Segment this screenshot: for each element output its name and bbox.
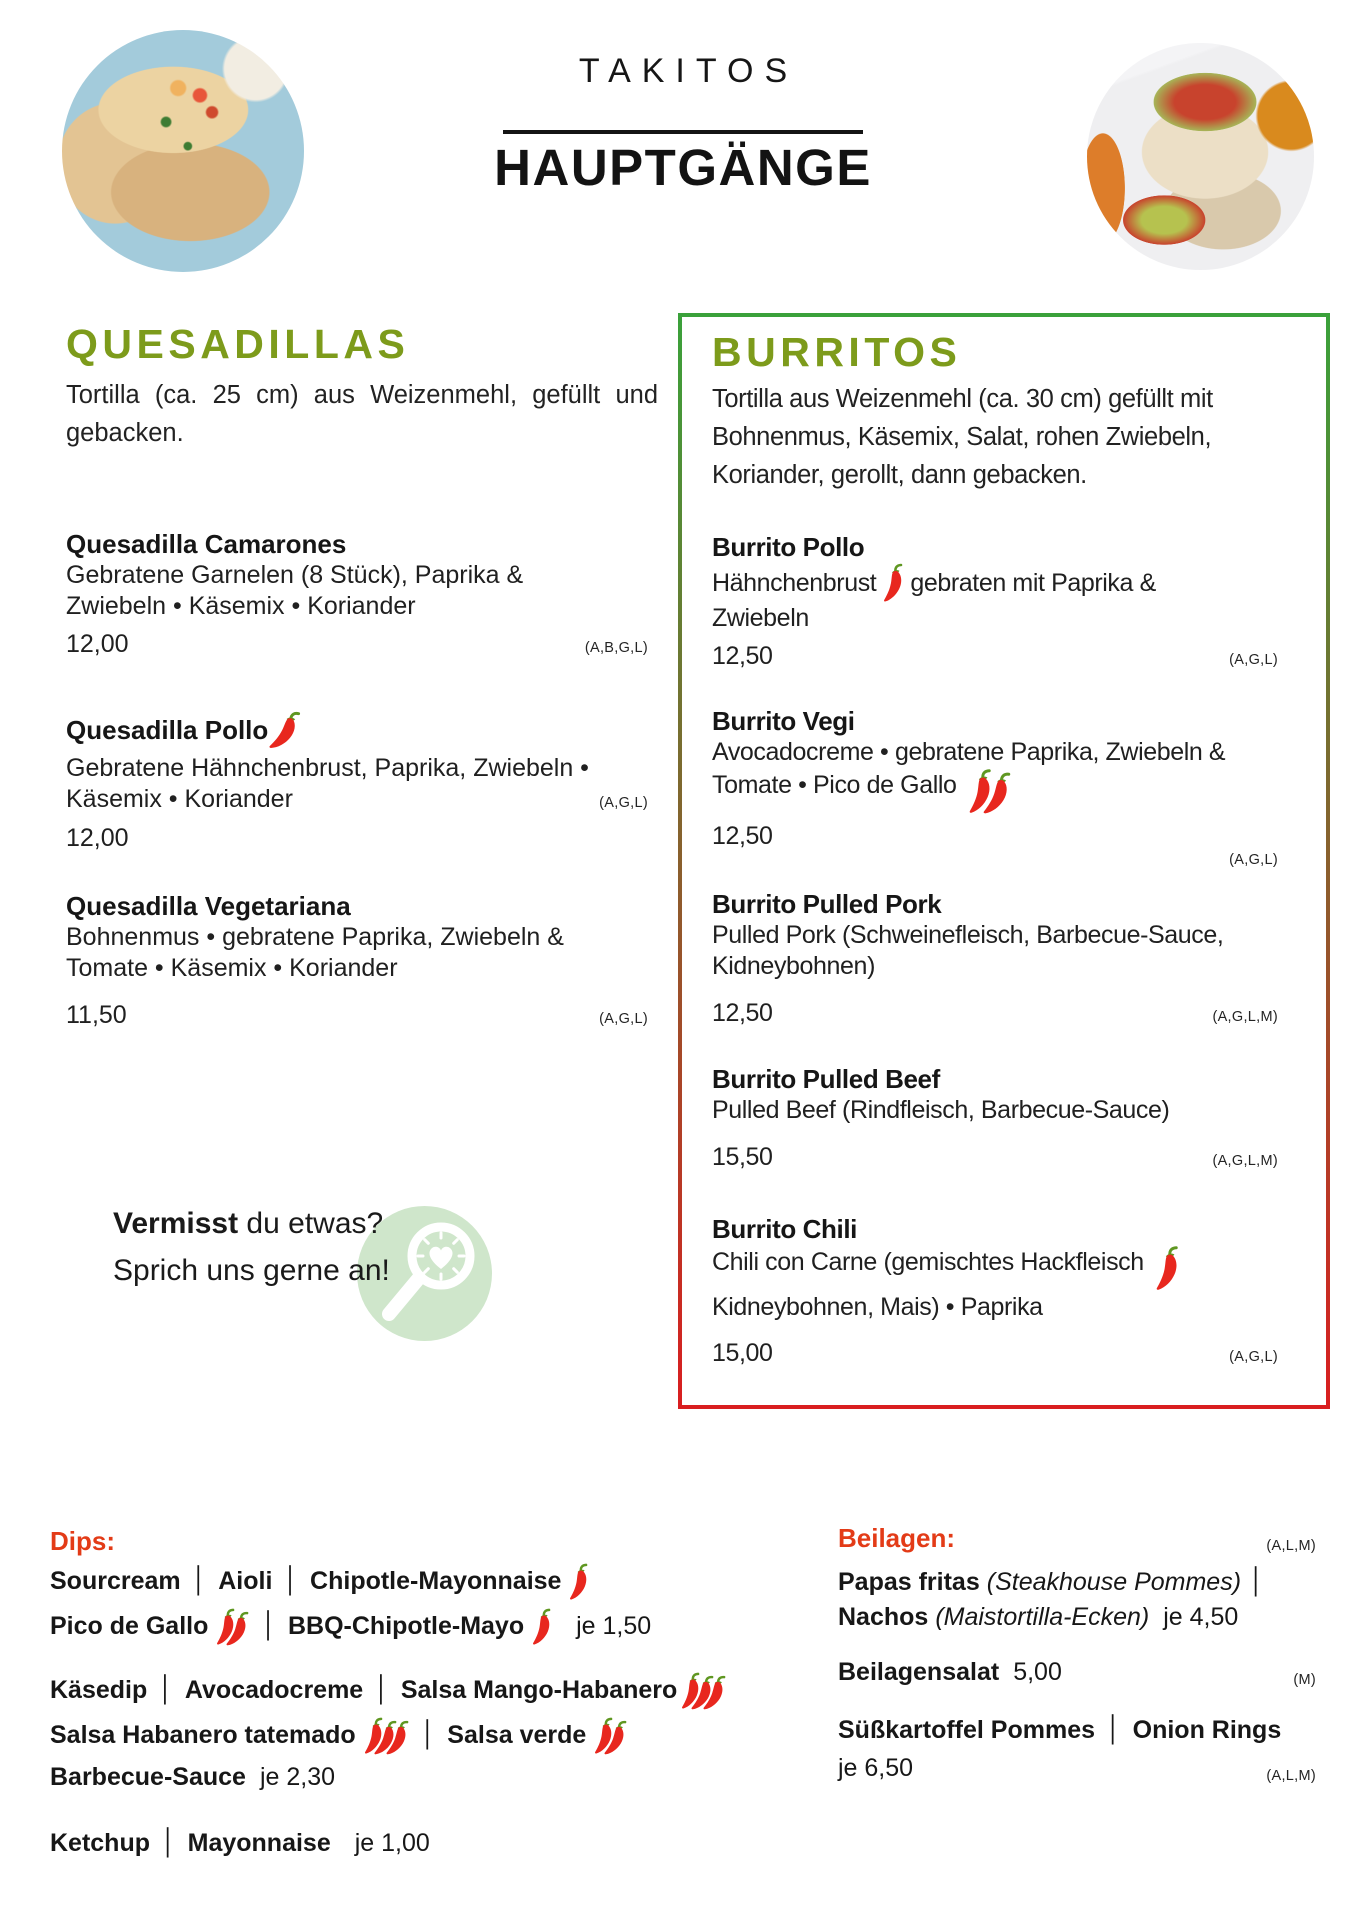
dips-row-5 [50, 1762, 335, 1793]
note [113, 1200, 390, 1294]
dips-heading: Dips: [50, 1526, 115, 1556]
page-title: HAUPTGÄNGE [494, 139, 872, 196]
chili-icons [678, 1672, 727, 1710]
item-desc-part: Hähnchenbrust [712, 569, 877, 597]
item-allergens: (A,G,L) [1229, 652, 1278, 668]
item-price: 15,00 [712, 1339, 773, 1367]
side-label: Süßkartoffel Pommes [838, 1716, 1096, 1744]
item-desc: Kidneybohnen) [712, 952, 875, 980]
side-price: 5,00 [1013, 1658, 1062, 1686]
menu-item-burrito-chili [712, 1213, 1278, 1369]
item-price: 12,50 [712, 999, 773, 1027]
dip-label: Barbecue-Sauce [50, 1763, 246, 1791]
chili-icons [270, 708, 299, 753]
menu-item-burrito-pulled-pork [712, 888, 1278, 1029]
chili-icons [213, 1608, 250, 1646]
dips-row-2 [50, 1608, 651, 1646]
dip-label: Avocadocreme [184, 1676, 364, 1704]
section-dips [50, 1525, 690, 1857]
item-desc-row [66, 784, 648, 815]
dips-row-1 [50, 1563, 591, 1601]
note-rest: du etwas? [238, 1207, 384, 1240]
item-price-row [712, 1142, 1278, 1173]
item-desc [712, 563, 1278, 603]
pipe-separator: │ [283, 1566, 300, 1594]
item-price-row [712, 998, 1278, 1029]
item-desc: Bohnenmus • gebratene Paprika, Zwiebeln & [66, 923, 564, 951]
item-allergens: (M) [1293, 1672, 1316, 1688]
item-allergens: (A,G,L) [1229, 1349, 1278, 1365]
item-price-row [712, 641, 1278, 672]
item-desc: Zwiebeln • Käsemix • Koriander [66, 592, 416, 620]
note-bold: Vermisst [113, 1207, 239, 1240]
chili-icons [529, 1608, 554, 1646]
item-desc: Pulled Beef (Rindfleisch, Barbecue-Sauce) [712, 1096, 1170, 1124]
item-desc: Gebratene Garnelen (8 Stück), Paprika & [66, 561, 524, 589]
chili-icons [965, 768, 1012, 815]
pipe-separator: │ [1249, 1567, 1265, 1595]
side-price: je 6,50 [838, 1754, 914, 1782]
chili-icon [600, 1717, 630, 1758]
item-allergens: (A,L,M) [1266, 1768, 1316, 1784]
item-price-row [66, 629, 648, 660]
item-desc-part: Chili con Carne (gemischtes Hackfleisch [712, 1248, 1144, 1276]
item-allergens: (A,G,L) [599, 795, 648, 811]
dip-label: Salsa verde [447, 1721, 587, 1749]
chili-icons [591, 1717, 628, 1755]
pipe-separator: │ [161, 1828, 177, 1856]
item-name: Quesadilla Pollo [66, 715, 269, 745]
note-line1 [113, 1200, 390, 1247]
burritos-heading: BURRITOS [712, 329, 962, 375]
menu-item-quesadilla-camarones [66, 528, 648, 660]
pipe-separator: │ [1106, 1715, 1122, 1743]
pipe-separator: │ [191, 1566, 208, 1594]
item-name-row [66, 708, 648, 753]
chili-icon [223, 1608, 253, 1649]
quesadillas-heading: QUESADILLAS [66, 321, 410, 367]
chili-icon [382, 1717, 412, 1758]
side-label-note: (Steakhouse Pommes) [986, 1568, 1242, 1596]
item-name: Quesadilla Camarones [66, 529, 347, 559]
item-allergens: (A,G,L) [1229, 852, 1278, 868]
dip-label: Aioli [218, 1567, 273, 1595]
dips-price: je 1,00 [354, 1829, 430, 1857]
item-name: Burrito Pollo [712, 532, 865, 562]
chili-icon [1152, 1245, 1182, 1292]
item-allergens: (A,G,L) [599, 1011, 648, 1027]
dips-price: je 2,30 [259, 1763, 335, 1791]
dip-label: Sourcream [50, 1567, 181, 1595]
side-label: Onion Rings [1132, 1716, 1282, 1744]
chili-icon [265, 705, 305, 756]
pipe-separator: │ [374, 1675, 390, 1703]
dip-label: Pico de Gallo [50, 1612, 209, 1640]
item-desc: Pulled Pork (Schweinefleisch, Barbecue-Sauce, [712, 921, 1224, 949]
item-allergens: (A,G,L,M) [1212, 1153, 1278, 1169]
beilagen-heading: Beilagen: [838, 1523, 956, 1553]
dip-label: Mayonnaise [187, 1829, 331, 1857]
item-desc: Avocadocreme • gebratene Paprika, Zwiebeln & [712, 738, 1226, 766]
section-burritos [678, 313, 1330, 1409]
chili-icons [361, 1717, 410, 1755]
item-price: 15,50 [712, 1143, 773, 1171]
beilagen-row-5 [838, 1753, 1316, 1784]
item-name: Quesadilla Vegetariana [66, 891, 351, 921]
beilagen-row-1 [838, 1567, 1316, 1598]
side-label: Nachos [838, 1603, 929, 1631]
menu-item-burrito-pollo [712, 531, 1278, 672]
item-desc: Kidneybohnen, Mais) • Paprika [712, 1293, 1043, 1321]
chili-icons [880, 563, 906, 603]
chili-icon [880, 563, 906, 603]
dips-price: je 1,50 [576, 1612, 652, 1640]
dips-row-4 [50, 1717, 628, 1755]
item-price-row [66, 1000, 648, 1031]
dip-label: BBQ-Chipotle-Mayo [288, 1612, 525, 1640]
section-allergens: (A,L,M) [1266, 1538, 1316, 1554]
item-desc [712, 768, 1278, 815]
item-desc-part: Tomate • Pico de Gallo [712, 771, 957, 799]
item-price: 12,00 [66, 824, 129, 852]
dips-row-3 [50, 1672, 727, 1710]
item-desc: Tomate • Käsemix • Koriander [66, 954, 398, 982]
item-name: Burrito Vegi [712, 706, 855, 736]
item-desc: Zwiebeln [712, 604, 809, 632]
dip-label: Salsa Mango-Habanero [400, 1676, 678, 1704]
side-label: Beilagensalat [838, 1658, 1000, 1686]
pipe-separator: │ [261, 1611, 277, 1639]
menu-item-burrito-vegi [712, 705, 1278, 868]
item-name: Burrito Pulled Pork [712, 889, 942, 919]
note-line2: Sprich uns gerne an! [113, 1254, 390, 1287]
beilagen-row-4 [838, 1715, 1316, 1746]
menu-item-quesadilla-vegetariana [66, 890, 648, 1031]
pipe-separator: │ [158, 1675, 174, 1703]
chili-icon [699, 1672, 729, 1713]
item-price-row [712, 1338, 1278, 1369]
burritos-intro: Tortilla aus Weizenmehl (ca. 30 cm) gefüllt mit Bohnenmus, Käsemix, Salat, rohen Zwiebeln, Koriander, gerollt, dann gebacken. [712, 385, 1213, 489]
dip-label: Salsa Habanero tatemado [50, 1721, 356, 1749]
item-price: 11,50 [66, 1001, 127, 1029]
dip-label: Ketchup [50, 1829, 150, 1857]
pipe-separator: │ [420, 1720, 437, 1748]
item-desc: Käsemix • Koriander [66, 785, 293, 813]
item-name: Burrito Pulled Beef [712, 1064, 940, 1094]
chili-icons [1152, 1245, 1182, 1292]
restaurant-name: TAKITOS [578, 52, 799, 90]
chili-icon [978, 768, 1014, 819]
menu-item-burrito-pulled-beef [712, 1063, 1278, 1173]
dip-label: Käsedip [50, 1676, 148, 1704]
beilagen-row-3 [838, 1657, 1316, 1688]
section-quesadillas [66, 320, 658, 452]
quesadillas-intro: Tortilla (ca. 25 cm) aus Weizenmehl, gefüllt und gebacken. [66, 381, 658, 447]
chili-icon [566, 1563, 591, 1601]
item-allergens: (A,G,L,M) [1212, 1009, 1278, 1025]
item-desc: Gebratene Hähnchenbrust, Paprika, Zwiebeln • [66, 754, 589, 782]
header-divider [503, 130, 863, 134]
item-price: 12,50 [712, 642, 773, 670]
item-name: Burrito Chili [712, 1214, 858, 1244]
item-price: 12,00 [66, 630, 129, 658]
item-desc-part: gebraten mit Paprika & [910, 569, 1156, 597]
item-price: 12,50 [712, 822, 773, 850]
side-label: Papas fritas [838, 1568, 980, 1596]
item-desc [712, 1245, 1278, 1292]
beilagen-row-2 [838, 1602, 1316, 1633]
item-allergens: (A,B,G,L) [584, 640, 648, 656]
chili-icon [529, 1608, 554, 1646]
side-price: je 4,50 [1163, 1603, 1239, 1631]
side-label-note: (Maistortilla-Ecken) [935, 1603, 1150, 1631]
dip-label: Chipotle-Mayonnaise [310, 1567, 562, 1595]
section-beilagen [838, 1522, 1316, 1784]
dips-row-6 [50, 1828, 430, 1859]
menu-item-quesadilla-pollo [66, 708, 648, 854]
chili-icons [566, 1563, 591, 1601]
